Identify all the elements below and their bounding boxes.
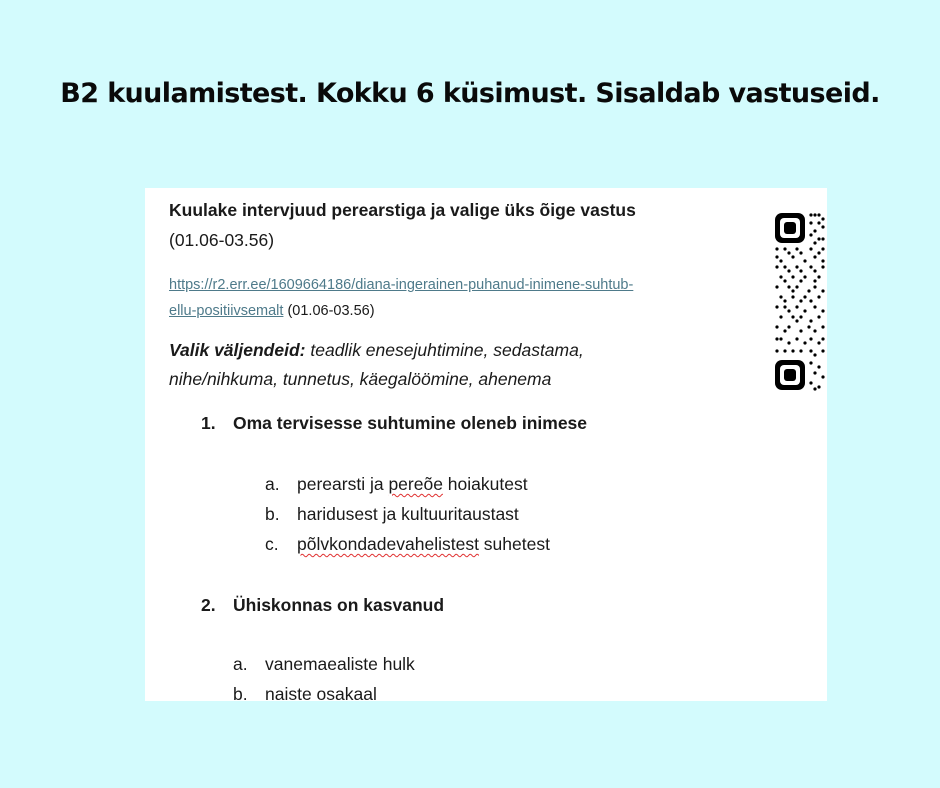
question-1-option-c[interactable] (265, 534, 550, 555)
option-letter: b. (233, 684, 248, 701)
option-letter: c. (265, 534, 279, 554)
page-headline: B2 kuulamistest. Kokku 6 küsimust. Sisaldab vastuseid. (60, 78, 880, 109)
option-letter: b. (265, 504, 280, 524)
option-text: naiste osakaal (265, 684, 377, 701)
question-1-option-a[interactable] (265, 474, 528, 495)
phrase-list (169, 336, 689, 394)
question-2-option-a[interactable] (233, 654, 415, 675)
spellcheck-flagged-word: põlvkondadevahelistest (297, 534, 479, 554)
option-letter: a. (233, 654, 248, 674)
question-2-option-b[interactable] (233, 684, 377, 701)
phrase-list-label: Valik väljendeid: (169, 340, 306, 360)
worksheet-card (145, 188, 827, 701)
option-text: haridusest ja kultuuritaustast (297, 504, 519, 524)
question-2 (201, 595, 444, 616)
question-1-option-b[interactable] (265, 504, 519, 525)
option-text-rest: suhetest (478, 534, 550, 554)
question-text: Oma tervisesse suhtumine oleneb inimese (233, 413, 588, 433)
task-title: Kuulake intervjuud perearstiga ja valige üks õige vastus (169, 200, 636, 220)
option-text: vanemaealiste hulk (265, 654, 415, 674)
task-time-range: (01.06-03.56) (169, 230, 275, 250)
source-link-block (169, 272, 749, 324)
phrase-list-text: teadlik enesejuhtimine, sedastama, nihe/nihkuma, tunnetus, käegalöömine, ahenema (169, 340, 584, 389)
question-number: 2. (201, 595, 216, 615)
question-text: Ühiskonnas on kasvanud (233, 595, 445, 615)
source-link-range: (01.06-03.56) (283, 303, 375, 319)
option-text: perearsti ja (297, 474, 389, 494)
question-number: 1. (201, 413, 216, 433)
option-text-rest: hoiakutest (442, 474, 528, 494)
source-link[interactable]: https://r2.err.ee/1609664186/diana-ingerainen-puhanud-inimene-suhtub- ellu-positiivsemalt (169, 277, 634, 319)
option-letter: a. (265, 474, 280, 494)
qr-code-icon[interactable] (774, 212, 827, 392)
spellcheck-flagged-word: pereõe (388, 474, 443, 494)
question-1 (201, 413, 587, 434)
